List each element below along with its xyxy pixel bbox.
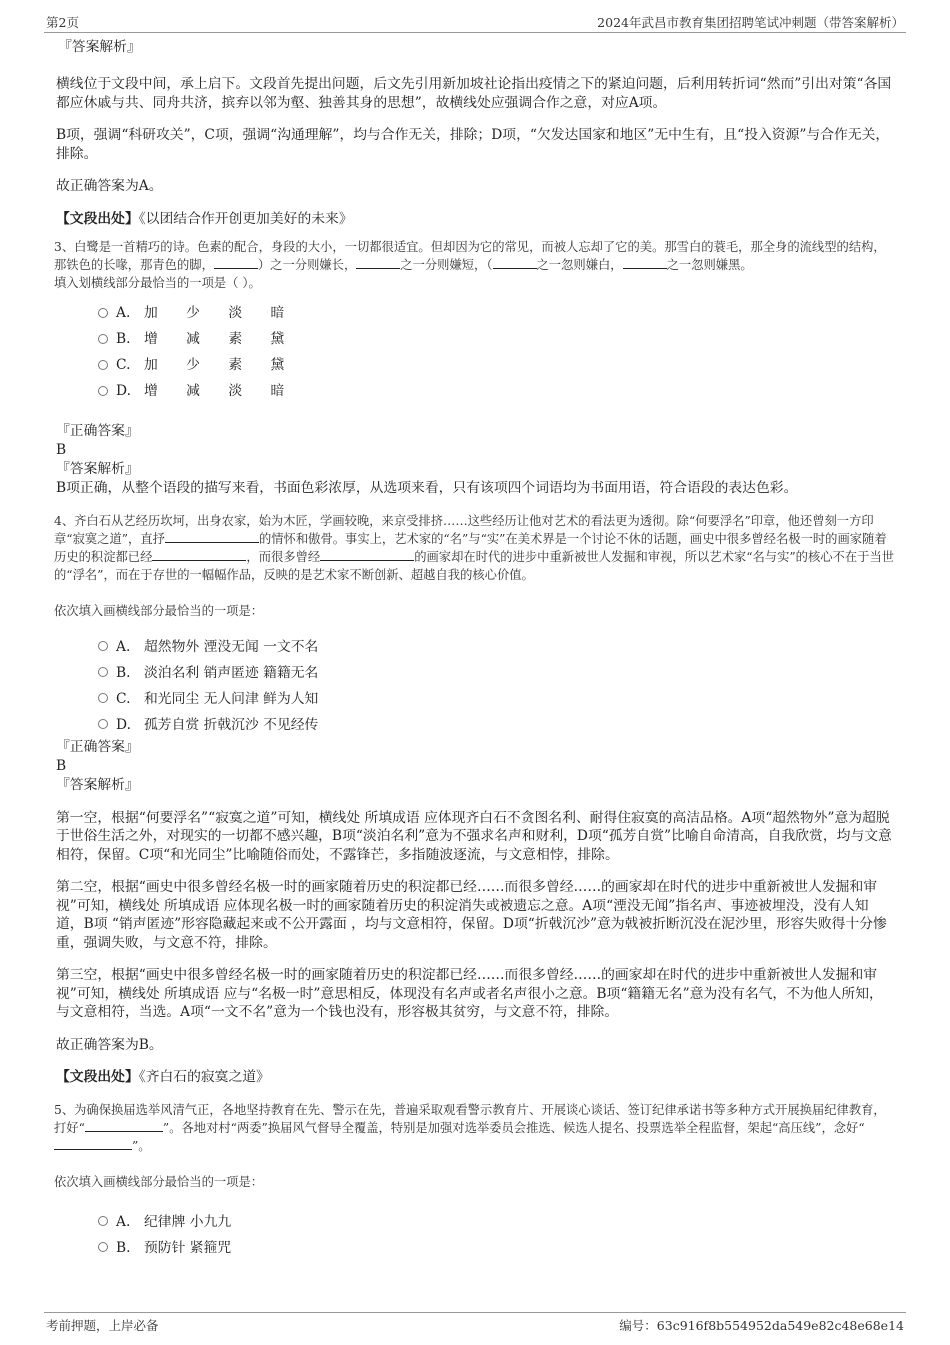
option-text: 和光同尘 无人问津 鲜为人知 bbox=[144, 690, 319, 707]
q3-analysis-label: 『答案解析』 bbox=[56, 461, 139, 477]
q5-blank-1 bbox=[85, 1119, 163, 1132]
q3-options bbox=[98, 300, 896, 404]
q3-option-b[interactable] bbox=[98, 326, 896, 352]
q2-analysis-label: 『答案解析』 bbox=[58, 39, 141, 55]
q4-blank-2 bbox=[152, 548, 246, 561]
q4-option-c[interactable] bbox=[98, 686, 896, 712]
q4-blank-1 bbox=[165, 530, 259, 543]
option-letter: A. bbox=[116, 305, 131, 321]
option-letter: C. bbox=[116, 357, 131, 373]
q2-source-title: 《以团结合作开创更加美好的未来》 bbox=[138, 210, 353, 227]
q4-text-4: 的画家却在时代的进步中重新被世人发掘和审视，所以艺术家“名与实”的核心不在于当世的“浮名”，而在于存世的一幅幅作品，反映的是艺术家不断创新、超越自我的核心价值。 bbox=[54, 549, 895, 582]
option-text: 纪律牌 小九九 bbox=[144, 1213, 232, 1230]
q3-option-d[interactable] bbox=[98, 378, 896, 404]
q3-stem bbox=[54, 238, 896, 292]
radio-icon[interactable] bbox=[98, 719, 108, 729]
q4-correct-answer: B bbox=[56, 757, 67, 774]
q4-options bbox=[98, 634, 896, 738]
page-number: 第2页 bbox=[46, 15, 79, 30]
q3-text-4: 之一忽则嫌白， bbox=[536, 258, 623, 272]
q3-blank-1 bbox=[214, 256, 258, 269]
q5-option-a[interactable] bbox=[98, 1209, 896, 1235]
option-letter: B. bbox=[116, 331, 131, 347]
q3-text-1: 3、白鹭是一首精巧的诗。色素的配合，身段的大小，一切都很适宜。但却因为它的常见，而被人忘却了它的美。那雪白的蓑毛，那全身的流线型的结构，那铁色的长喙，那青色的脚， bbox=[54, 240, 886, 272]
q4-analysis-p3: 第三空，根据“画史中很多曾经名极一时的画家随着历史的积淀都已经……而很多曾经……的画家却在时代的进步中重新被世人发掘和审视”可知，横线处 所填成语 应与“名极一时”意思相反，体现没有名声或者名声很小之意。B项“籍籍无名”意为没有名气，不为他人所知，与文意相符，当选。A项“一文不名”意为一个钱也没有，形容极其贫穷，与文意不符，排除。 bbox=[56, 967, 883, 1020]
q2-source-label: 【文段出处】 bbox=[56, 210, 139, 227]
q4-blank-3 bbox=[320, 548, 414, 561]
option-text: 超然物外 湮没无闻 一文不名 bbox=[144, 638, 319, 655]
option-text: 增 减 素 黛 bbox=[144, 331, 297, 347]
option-letter: D. bbox=[116, 716, 131, 733]
footer-slogan: 考前押题，上岸必备 bbox=[46, 1318, 159, 1333]
q2-analysis-p2: B项，强调“科研攻关”，C项，强调“沟通理解”，均与合作无关，排除；D项，“欠发达国家和地区”无中生有，且“投入资源”与合作无关，排除。 bbox=[56, 127, 890, 162]
q5-option-b[interactable] bbox=[98, 1235, 896, 1261]
q4-prompt: 依次填入画横线部分最恰当的一项是： bbox=[54, 603, 264, 618]
option-letter: C. bbox=[116, 690, 131, 707]
q4-analysis-p2: 第二空，根据“画史中很多曾经名极一时的画家随着历史的积淀都已经……而很多曾经……的画家却在时代的进步中重新被世人发掘和审视”可知，横线处 所填成语 应体现名极一时的画家随着历史的积淀消失或被遗忘之意。A项“湮没无闻”指名声、事迹被埋没，没有人知道，B项 “销声匿迹”形容隐藏起来或不公开露面 ，均与文意相符，保留。D项“折戟沉沙”意为戟被折断沉没在泥沙里，形容失败得十分惨重，强调失败，与文意不符，排除。 bbox=[56, 879, 887, 951]
q5-text-2: ”。各地对村“两委”换届风气督导全覆盖，特别是加强对选举委员会推选、候选人提名、投票选举全程监督，架起“高压线”，念好“ bbox=[162, 1120, 865, 1135]
radio-icon[interactable] bbox=[98, 641, 108, 651]
option-letter: D. bbox=[116, 383, 131, 399]
radio-icon[interactable] bbox=[98, 1216, 108, 1226]
q4-source-title: 《齐白石的寂寞之道》 bbox=[138, 1069, 270, 1085]
option-letter: B. bbox=[116, 1239, 131, 1256]
q3-blank-4 bbox=[623, 256, 667, 269]
option-letter: A. bbox=[116, 1213, 131, 1230]
option-text: 加 少 素 黛 bbox=[144, 357, 297, 373]
option-letter: B. bbox=[116, 664, 131, 681]
q5-blank-2 bbox=[54, 1137, 132, 1150]
q4-option-d[interactable] bbox=[98, 712, 896, 738]
document-title: 2024年武昌市教育集团招聘笔试冲刺题（带答案解析） bbox=[597, 15, 904, 30]
q3-option-a[interactable] bbox=[98, 300, 896, 326]
q4-analysis-label: 『答案解析』 bbox=[56, 776, 139, 793]
radio-icon[interactable] bbox=[98, 360, 108, 370]
option-text: 孤芳自赏 折戟沉沙 不见经传 bbox=[144, 716, 319, 733]
radio-icon[interactable] bbox=[98, 334, 108, 344]
q3-correct-answer: B bbox=[56, 442, 67, 458]
option-text: 增 减 淡 暗 bbox=[144, 383, 297, 399]
q3-analysis: B项正确，从整个语段的描写来看，书面色彩浓厚，从选项来看，只有该项四个词语均为书面用语，符合语段的表达色彩。 bbox=[56, 480, 798, 496]
radio-icon[interactable] bbox=[98, 1242, 108, 1252]
q3-text-3: 之一分则嫌短，（ bbox=[400, 258, 493, 272]
option-letter: A. bbox=[116, 638, 131, 655]
q4-analysis-p1: 第一空，根据“何要浮名”“寂寞之道”可知，横线处 所填成语 应体现齐白石不贪图名利、耐得住寂寞的高洁品格。A项“超然物外”意为超脱于世俗生活之外，对现实的一切都不感兴趣，B项“淡泊名利”意为不强求名声和财利，D项“孤芳自赏”比喻自命清高，自我欣赏，均与文意相符，保留。C项“和光同尘”比喻随俗而处，不露锋芒，多指随波逐流，与文意相悖，排除。 bbox=[56, 809, 892, 863]
radio-icon[interactable] bbox=[98, 386, 108, 396]
q4-option-b[interactable] bbox=[98, 660, 896, 686]
option-text: 淡泊名利 销声匿迹 籍籍无名 bbox=[144, 664, 319, 681]
q4-option-a[interactable] bbox=[98, 634, 896, 660]
page-content bbox=[56, 38, 896, 1261]
page-footer bbox=[44, 1312, 906, 1335]
q3-text-2: ）之一分则嫌长， bbox=[257, 258, 357, 272]
q4-text-2: 的情怀和傲骨。事实上，艺术家的“名”与“实”在美术界是一个讨论不休的话题，画史中很多曾经名极一时的画家随着历史的积淀都已经 bbox=[54, 531, 887, 564]
q5-prompt: 依次填入画横线部分最恰当的一项是： bbox=[54, 1174, 264, 1189]
q3-blank-3 bbox=[493, 256, 537, 269]
q5-stem bbox=[54, 1101, 896, 1155]
q2-analysis-p1: 横线位于文段中间，承上启下。文段首先提出问题，后文先引用新加坡社论指出疫情之下的紧迫问题，后利用转折词“然而”引出对策“各国都应休戚与共、同舟共济，摈弃以邻为壑、独善其身的思想”，故横线处应强调合作之意，对应A项。 bbox=[56, 76, 892, 111]
q5-text-1: 5、为确保换届选举风清气正，各地坚持教育在先、警示在先，普遍采取观看警示教育片、开展谈心谈话、签订纪律承诺书等多种方式开展换届纪律教育，打好“ bbox=[54, 1102, 886, 1135]
radio-icon[interactable] bbox=[98, 667, 108, 677]
q2-source bbox=[56, 210, 896, 229]
q4-correct-label: 『正确答案』 bbox=[56, 738, 139, 755]
q3-text-5: 之一忽则嫌黑。 bbox=[666, 258, 753, 272]
q3-prompt: 填入划横线部分最恰当的一项是（ ）。 bbox=[54, 276, 261, 290]
q5-text-3: ”。 bbox=[132, 1138, 151, 1153]
radio-icon[interactable] bbox=[98, 308, 108, 318]
q2-analysis-conclusion: 故正确答案为A。 bbox=[56, 178, 163, 194]
q4-stem bbox=[54, 512, 896, 584]
option-text: 预防针 紧箍咒 bbox=[144, 1239, 232, 1256]
radio-icon[interactable] bbox=[98, 693, 108, 703]
q3-blank-2 bbox=[356, 256, 400, 269]
q5-options bbox=[98, 1209, 896, 1261]
q4-source-label: 【文段出处】 bbox=[56, 1069, 139, 1085]
q4-text-3: ，而很多曾经 bbox=[246, 549, 321, 564]
option-text: 加 少 淡 暗 bbox=[144, 305, 297, 321]
q3-option-c[interactable] bbox=[98, 352, 896, 378]
q4-source bbox=[56, 1068, 896, 1087]
q3-correct-label: 『正确答案』 bbox=[56, 423, 139, 439]
q4-analysis-conclusion: 故正确答案为B。 bbox=[56, 1036, 163, 1053]
q4-text-1: 4、齐白石从艺经历坎坷，出身农家，始为木匠，学画较晚，来京受排挤……这些经历让他对艺术的看法更为透彻。除“何要浮名”印章，他还曾刻一方印章“寂寞之道”，直抒 bbox=[54, 513, 874, 546]
page-header bbox=[44, 10, 906, 33]
document-serial: 编号：63c916f8b554952da549e82c48e68e14 bbox=[619, 1318, 904, 1333]
